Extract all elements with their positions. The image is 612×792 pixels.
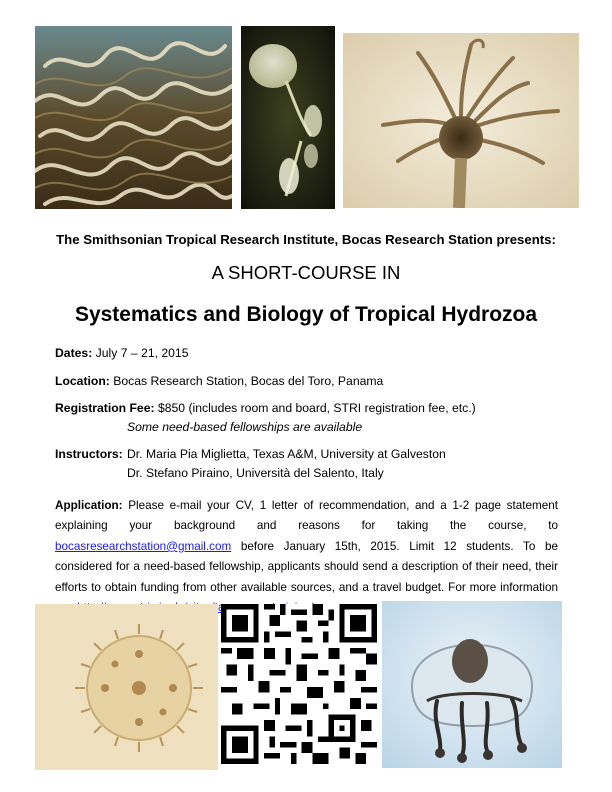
dates-line <box>55 346 189 360</box>
email-link[interactable]: bocasresearchstation@gmail.com <box>55 539 232 553</box>
fee-label: Registration Fee: <box>55 401 155 415</box>
qr-code[interactable] <box>221 604 377 764</box>
hydroid-colony-photo <box>241 26 335 209</box>
instructors-label: Instructors: <box>55 447 123 461</box>
application-text-2: before January 15th, 2015. Limit 12 students. To be considered for a need-based fellowship, applicants should send a description of their need, their efforts to obtain funding from other available sources, and a travel budget. For more information <box>55 539 558 594</box>
location-value: Bocas Research Station, Bocas del Toro, Panama <box>113 374 384 388</box>
instructor-2: Dr. Stefano Piraino, Università del Salento, Italy <box>127 466 384 480</box>
jellyfish-medusa-photo <box>382 601 562 768</box>
location-label: Location: <box>55 374 110 388</box>
presenter-line: The Smithsonian Tropical Research Institute, Bocas Research Station presents: <box>56 232 556 247</box>
fee-note: Some need-based fellowships are available <box>127 420 363 434</box>
course-label: A SHORT-COURSE IN <box>211 262 401 283</box>
flat-medusa-photo <box>35 604 218 770</box>
coral-photo <box>35 26 232 209</box>
hydroid-polyp-photo <box>343 33 579 208</box>
instructors-line <box>55 447 446 461</box>
fee-value: $850 (includes room and board, STRI registration fee, etc.) <box>157 401 476 415</box>
application-text-1: Please e-mail your CV, 1 letter of recommendation, and a 1-2 page statement explaining your background and reasons for taking the course, to <box>55 499 558 533</box>
dates-value: July 7 – 21, 2015 <box>95 346 189 360</box>
location-line <box>55 374 383 388</box>
application-label: Application: <box>55 499 123 512</box>
instructor-1: Dr. Maria Pia Miglietta, Texas A&M, University at Galveston <box>127 447 446 461</box>
course-title: Systematics and Biology of Tropical Hydrozoa <box>74 303 538 326</box>
dates-label: Dates: <box>55 346 93 360</box>
fee-line <box>55 401 476 415</box>
